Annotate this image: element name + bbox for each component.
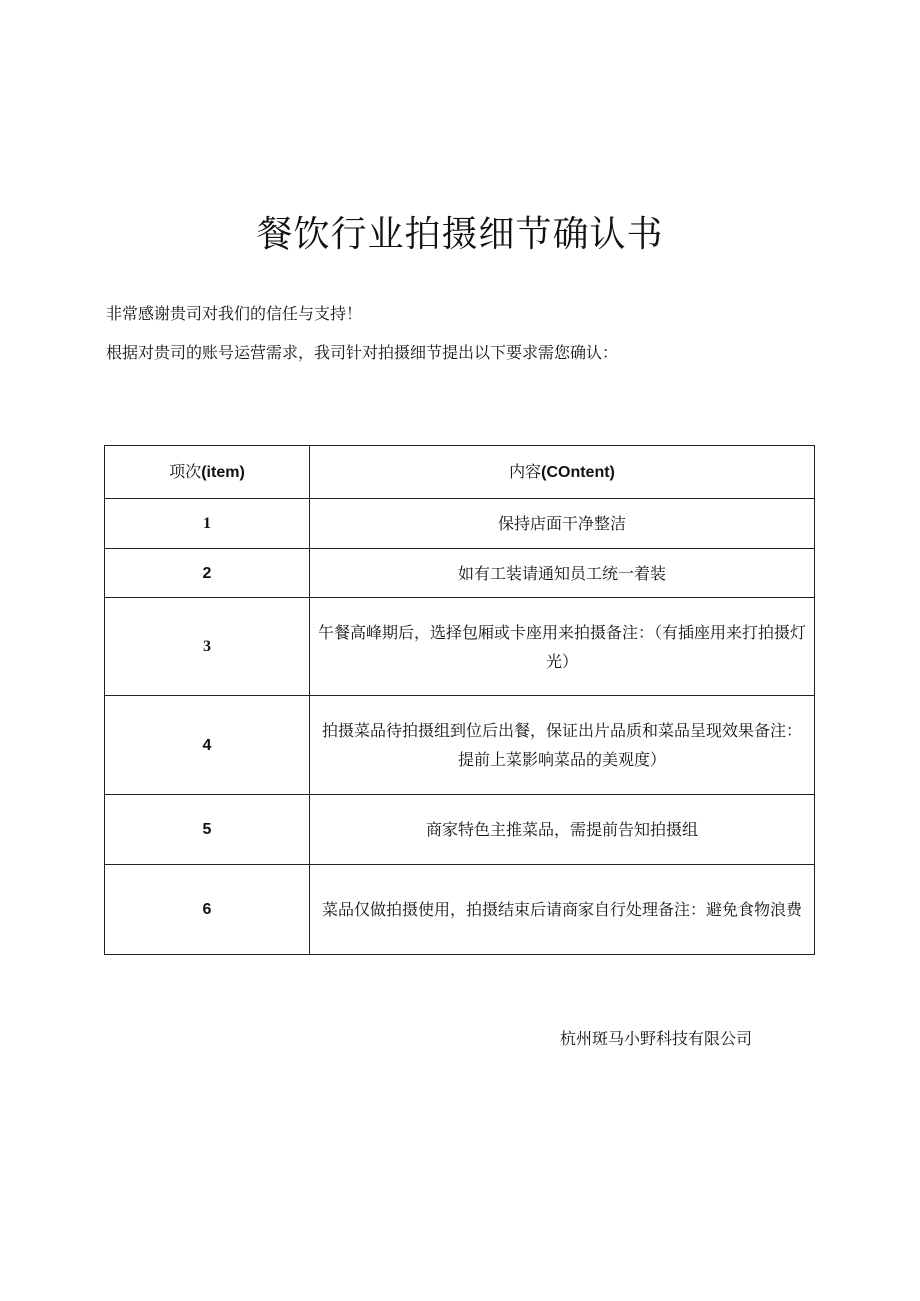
row-content: 商家特色主推菜品，需提前告知拍摄组 [310,795,815,865]
intro-request: 根据对贵司的账号运营需求，我司针对拍摄细节提出以下要求需您确认： [106,343,619,362]
row-number: 4 [105,696,310,795]
table-row [105,865,815,955]
header-content-cn: 内容 [509,462,542,481]
header-content [310,446,815,499]
row-number: 6 [105,865,310,955]
row-content: 菜品仅做拍摄使用，拍摄结束后请商家自行处理备注：避免食物浪费 [310,865,815,955]
company-name: 杭州斑马小野科技有限公司 [560,1029,753,1048]
header-item-cn: 项次 [169,462,202,481]
row-content: 保持店面干净整洁 [310,499,815,549]
row-content: 午餐高峰期后，选择包厢或卡座用来拍摄备注：（有插座用来打拍摄灯光） [310,598,815,696]
table-row [105,795,815,865]
table-row [105,696,815,795]
header-content-en: (COntent) [541,464,615,481]
table-row [105,549,815,598]
row-number: 1 [105,499,310,549]
row-number: 3 [105,598,310,696]
row-content: 拍摄菜品待拍摄组到位后出餐，保证出片品质和菜品呈现效果备注：提前上菜影响菜品的美观度） [310,696,815,795]
table-row [105,598,815,696]
row-number: 2 [105,549,310,598]
intro-thanks: 非常感谢贵司对我们的信任与支持！ [106,304,363,323]
table-row [105,499,815,549]
header-item-en: (item) [201,464,245,481]
row-number: 5 [105,795,310,865]
row-content: 如有工装请通知员工统一着装 [310,549,815,598]
table-header-row [105,446,815,499]
confirmation-table [104,445,815,955]
header-item [105,446,310,499]
document-title: 餐饮行业拍摄细节确认书 [256,214,664,255]
